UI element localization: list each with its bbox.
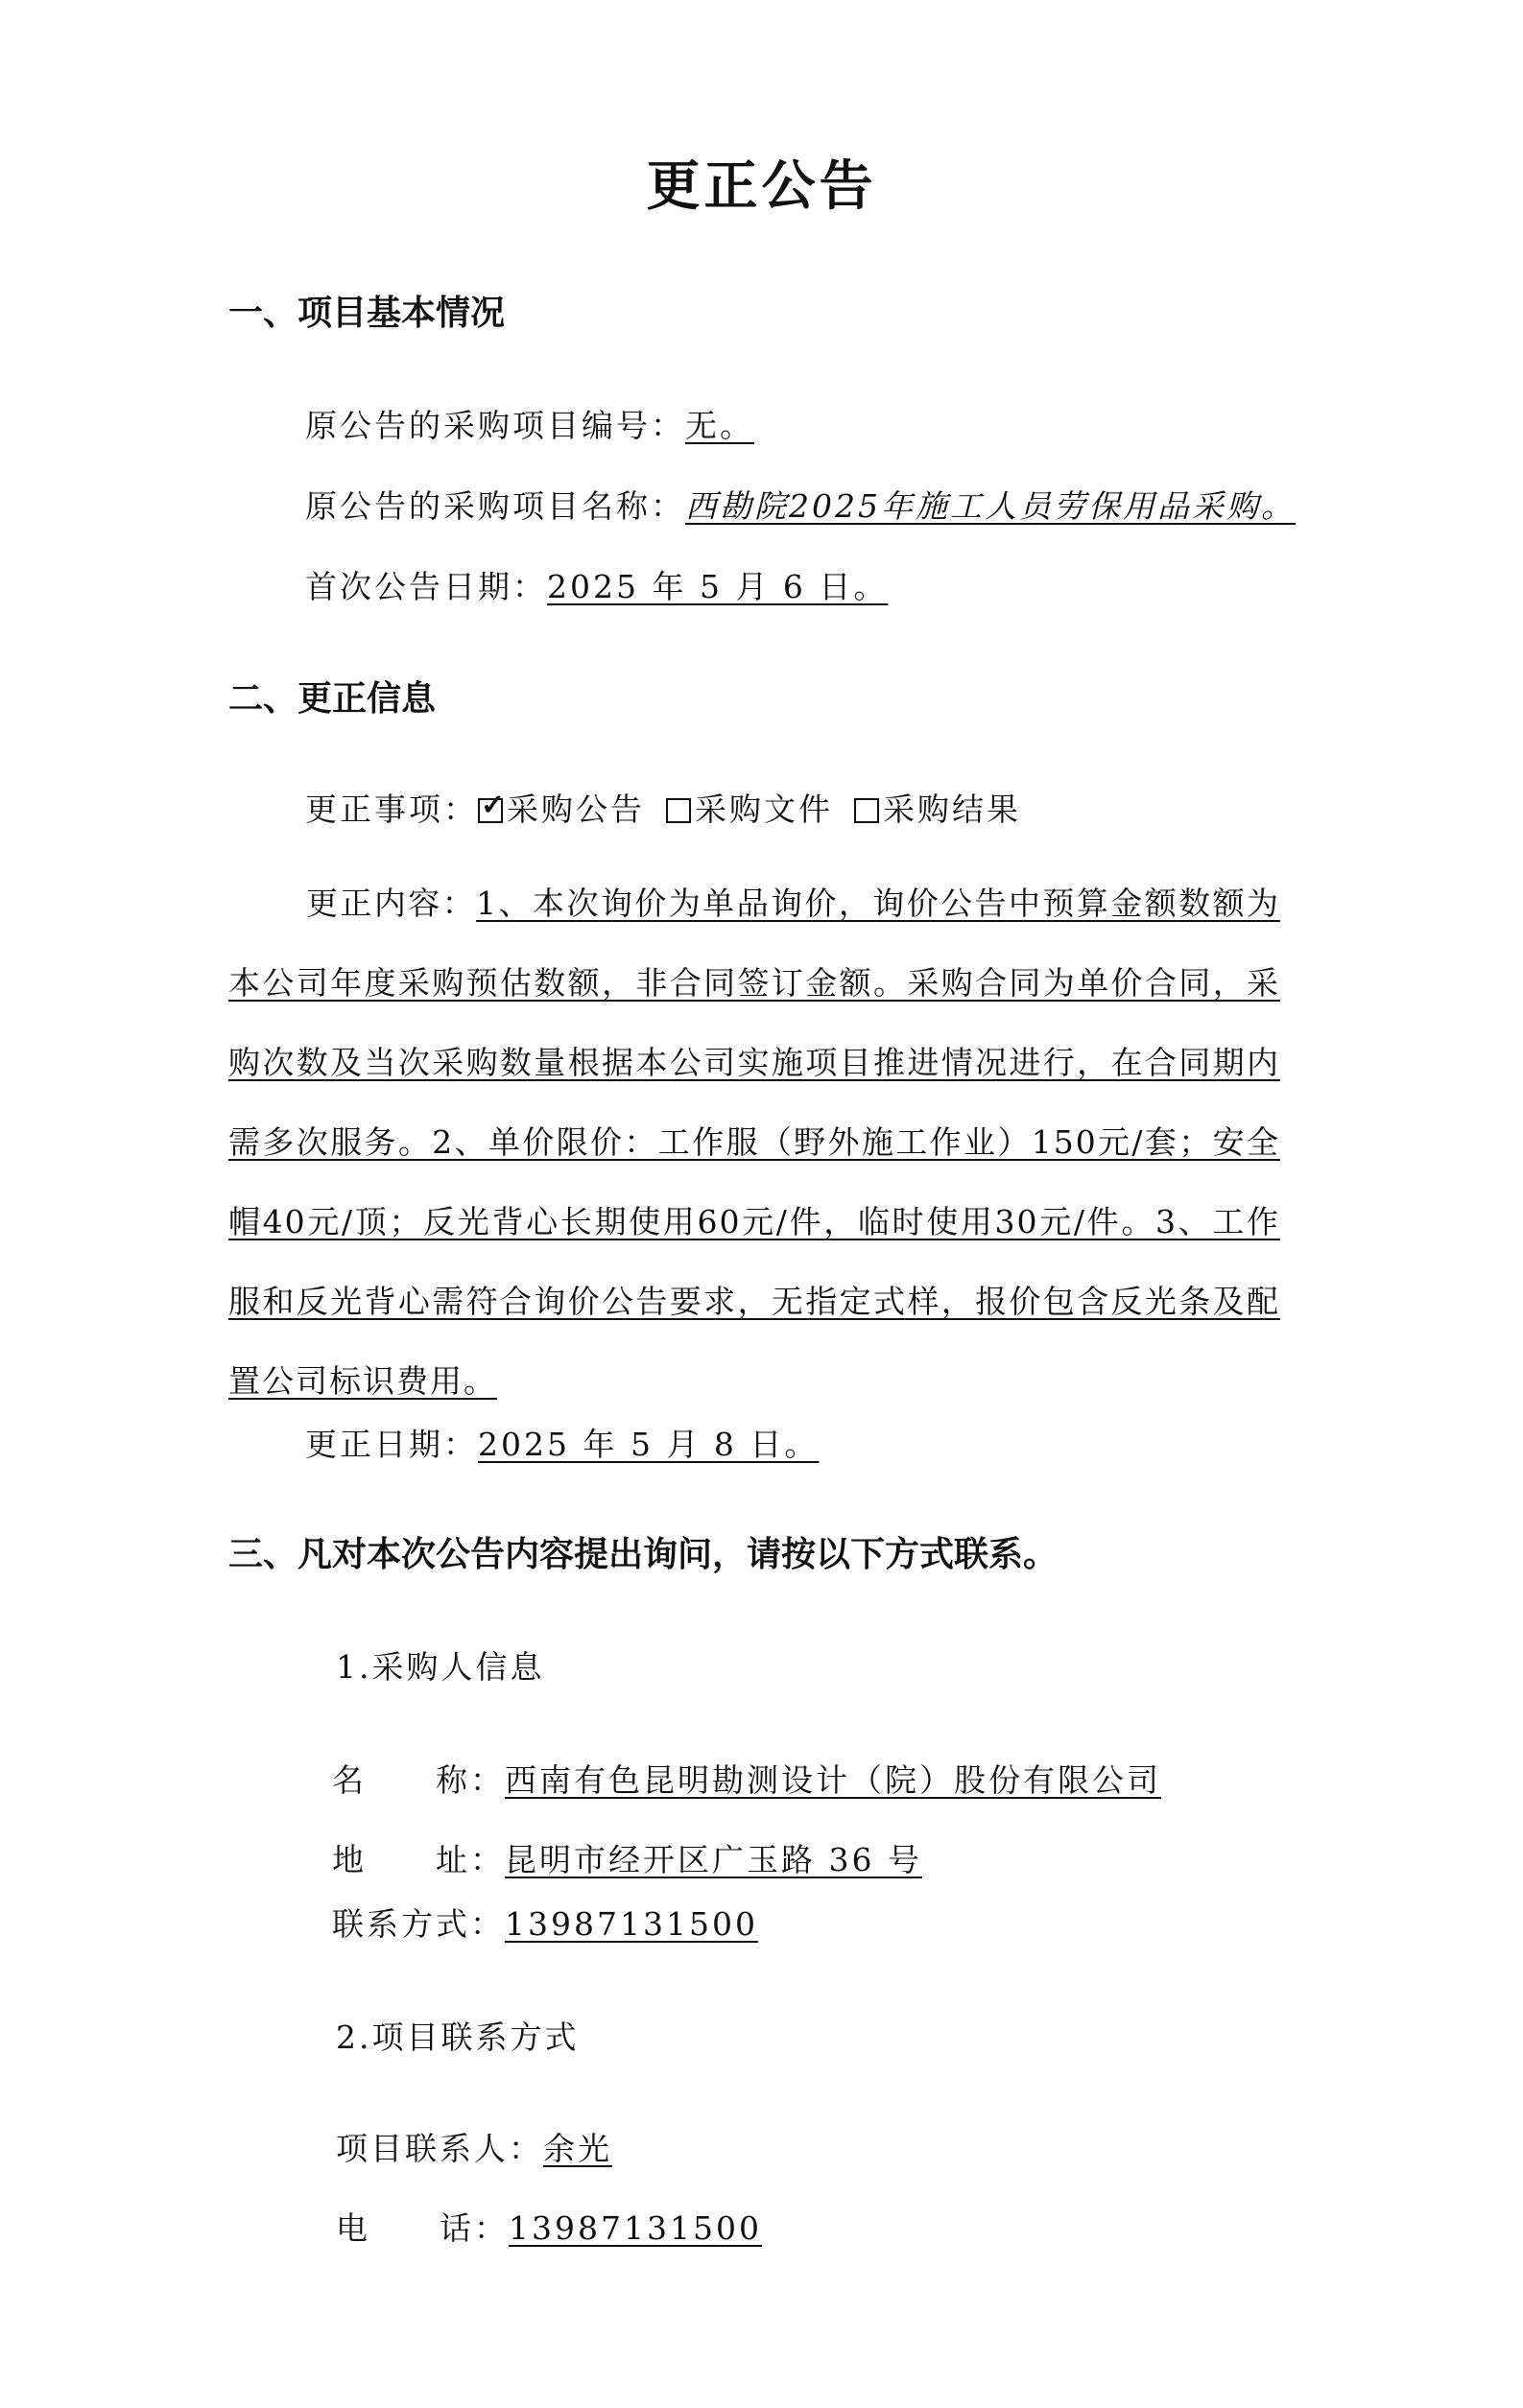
purchaser-name-line — [332, 1756, 1161, 1801]
checkbox-empty-icon[interactable] — [666, 798, 691, 823]
first-date-label: 首次公告日期： — [305, 568, 547, 605]
project-name-label: 原公告的采购项目名称： — [305, 487, 685, 525]
project-number-label: 原公告的采购项目编号： — [305, 407, 685, 444]
correction-items-label: 更正事项： — [305, 791, 478, 828]
correction-content-label: 更正内容： — [306, 885, 477, 922]
correction-content-paragraph — [228, 863, 1280, 1421]
project-number-line — [305, 401, 754, 446]
purchaser-info-heading: 1.采购人信息 — [336, 1648, 545, 1686]
project-phone-value: 13987131500 — [509, 2209, 762, 2247]
option-purchase-notice[interactable] — [478, 791, 645, 828]
purchaser-contact-label: 联系方式： — [332, 1905, 505, 1943]
project-contact-person-value: 余光 — [543, 2130, 612, 2167]
correction-date-value: 2025 年 5 月 8 日。 — [478, 1426, 820, 1463]
option-purchase-result-label: 采购结果 — [883, 791, 1021, 828]
page-title: 更正公告 — [646, 155, 877, 218]
correction-date-line — [305, 1420, 819, 1465]
purchaser-name-label: 名 称： — [332, 1761, 505, 1799]
purchaser-address-value: 昆明市经开区广玉路 36 号 — [505, 1841, 922, 1878]
checkbox-checked-icon[interactable]: ✓ — [478, 798, 503, 823]
project-contact-heading: 2.项目联系方式 — [336, 2018, 580, 2056]
option-purchase-notice-label: 采购公告 — [507, 791, 645, 828]
checkbox-empty-icon[interactable] — [854, 798, 879, 823]
first-date-value: 2025 年 5 月 6 日。 — [547, 568, 889, 605]
correction-items-line — [305, 785, 1042, 830]
first-date-line — [305, 562, 888, 607]
project-contact-person-line — [336, 2124, 612, 2169]
project-phone-line — [336, 2204, 762, 2249]
option-purchase-result[interactable] — [854, 791, 1021, 828]
option-purchase-documents-label: 采购文件 — [695, 791, 833, 828]
section1-heading: 一、项目基本情况 — [228, 294, 506, 333]
section3-heading: 三、凡对本次公告内容提出询问，请按以下方式联系。 — [228, 1535, 1059, 1574]
purchaser-address-label: 地 址： — [332, 1841, 505, 1878]
project-phone-label: 电 话： — [336, 2209, 509, 2247]
project-name-value: 西勘院2025年施工人员劳保用品采购。 — [685, 487, 1296, 525]
option-purchase-documents[interactable] — [666, 791, 833, 828]
purchaser-contact-line — [332, 1900, 758, 1945]
purchaser-address-line — [332, 1835, 922, 1880]
correction-content-value: 1、本次询价为单品询价，询价公告中预算金额数额为本公司年度采购预估数额，非合同签订金额。采购合同为单价合同，采购次数及当次采购数量根据本公司实施项目推进情况进行，在合同期内需多次服务。2、单价限价：工作服（野外施工作业）150元/套；安全帽40元/顶；反光背心长期使用60元/件，临时使用30元/件。3、工作服和反光背心需符合询价公告要求，无指定式样，报价包含反光条及配置公司标识费用。 — [228, 885, 1281, 1400]
project-name-line — [305, 482, 1296, 527]
correction-date-label: 更正日期： — [305, 1426, 478, 1463]
purchaser-contact-value: 13987131500 — [505, 1905, 758, 1943]
project-contact-person-label: 项目联系人： — [336, 2130, 543, 2167]
project-number-value: 无。 — [685, 407, 754, 444]
purchaser-name-value: 西南有色昆明勘测设计（院）股份有限公司 — [505, 1761, 1161, 1799]
section2-heading: 二、更正信息 — [228, 679, 437, 719]
